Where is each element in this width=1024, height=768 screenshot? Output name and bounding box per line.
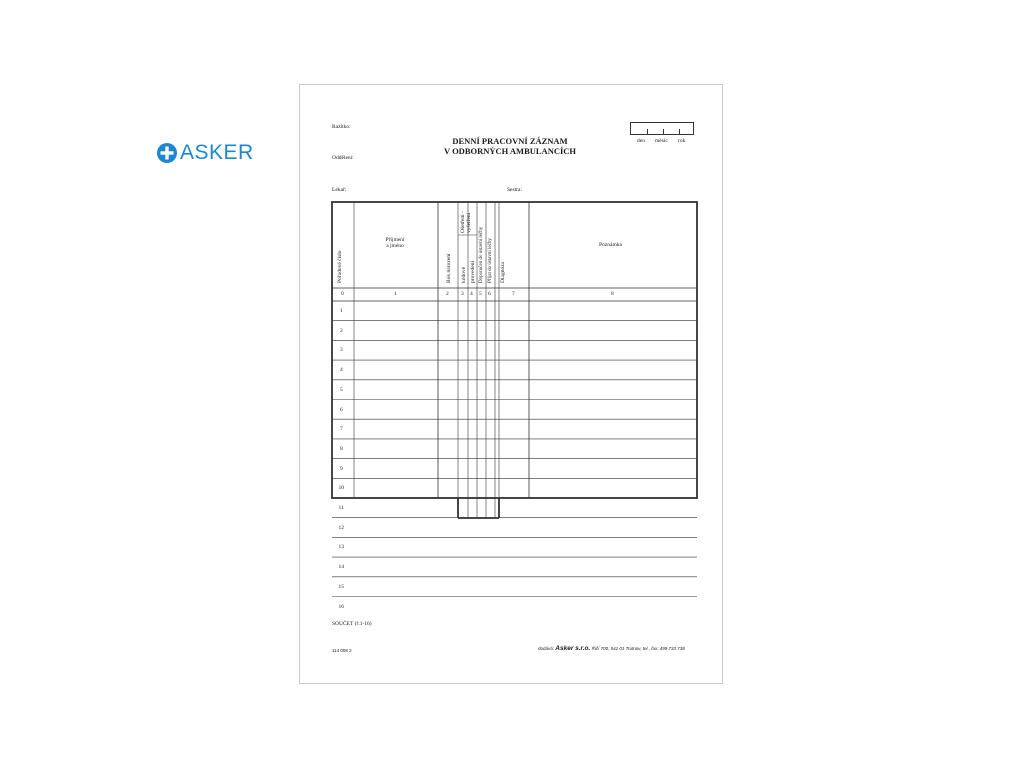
date-box (630, 122, 694, 135)
footer-company: Asker s.r.o. (555, 645, 591, 652)
date-label-month: měsíc (655, 138, 668, 144)
row-number: 7 (340, 426, 343, 433)
row-number: 16 (338, 603, 344, 610)
header-poradove: Pořadové číslo (337, 250, 343, 283)
row-number: 15 (338, 583, 344, 590)
row-number: 1 (340, 308, 343, 314)
record-table (331, 201, 699, 637)
column-number: 0 (341, 291, 344, 297)
plus-logo-icon (157, 143, 177, 163)
column-number: 8 (611, 291, 614, 297)
row-number: 13 (338, 544, 344, 551)
header-prijat: Přijat do ústavní léčby (488, 238, 493, 283)
title-line-2: V ODBORNÝCH AMBULANCÍCH (443, 146, 577, 156)
row-number: 11 (338, 505, 344, 511)
column-number: 3 (461, 291, 464, 297)
row-number: 5 (340, 386, 343, 393)
row-number: 14 (338, 564, 344, 571)
form-title (410, 136, 610, 156)
form-code: 114 008 2 (332, 648, 352, 653)
row-number: 3 (340, 347, 343, 354)
header-diagnoza: Diagnóza (500, 261, 506, 283)
brand-name: ASKER (180, 141, 254, 164)
date-label-year: rok (678, 138, 686, 144)
header-rok: Rok narození (446, 253, 452, 283)
form-sheet (299, 84, 723, 684)
title-line-1: DENNÍ PRACOVNÍ ZÁZNAM (452, 136, 568, 146)
footer-supplier: dodává: Asker s.r.o. Řičí 700, 541 01 Trutnov, tel., fax: 499 733 738 (538, 645, 685, 652)
header-osetreni: Ošetření - vyšetření (460, 211, 472, 233)
soucet-label: SOUČET (ř.1-16) (332, 621, 372, 627)
row-number: 6 (340, 406, 343, 413)
row-number: 2 (340, 327, 343, 334)
row-number: 10 (338, 485, 344, 492)
oddeleni-label: Oddělení: (332, 155, 354, 161)
date-label-day: den (637, 138, 645, 144)
header-kodove: kódové (461, 266, 467, 283)
razitko-label: Razítko: (332, 124, 351, 130)
footer-address: Řičí 700, 541 01 Trutnov, tel., fax: 499 733 738 (591, 646, 685, 651)
header-poznamka: Poznámka (599, 242, 622, 248)
header-provedeni: provedení (470, 261, 476, 283)
header-doporuceni: Doporučen do ústavní léčby (479, 226, 484, 283)
column-number: 5 (479, 291, 482, 297)
column-number: 6 (488, 291, 491, 297)
column-number: 1 (394, 291, 397, 297)
row-number: 4 (340, 367, 343, 374)
row-number: 8 (340, 445, 343, 452)
column-number: 2 (446, 291, 449, 297)
lekar-label: Lékař: (332, 187, 347, 193)
sestra-label: Sestra: (507, 187, 522, 193)
column-number: 4 (470, 291, 473, 297)
asker-logo (157, 141, 254, 165)
column-number: 7 (512, 291, 515, 297)
header-prijmeni: Příjmení a jméno (385, 237, 405, 249)
row-number: 9 (340, 465, 343, 472)
row-number: 12 (338, 524, 344, 531)
